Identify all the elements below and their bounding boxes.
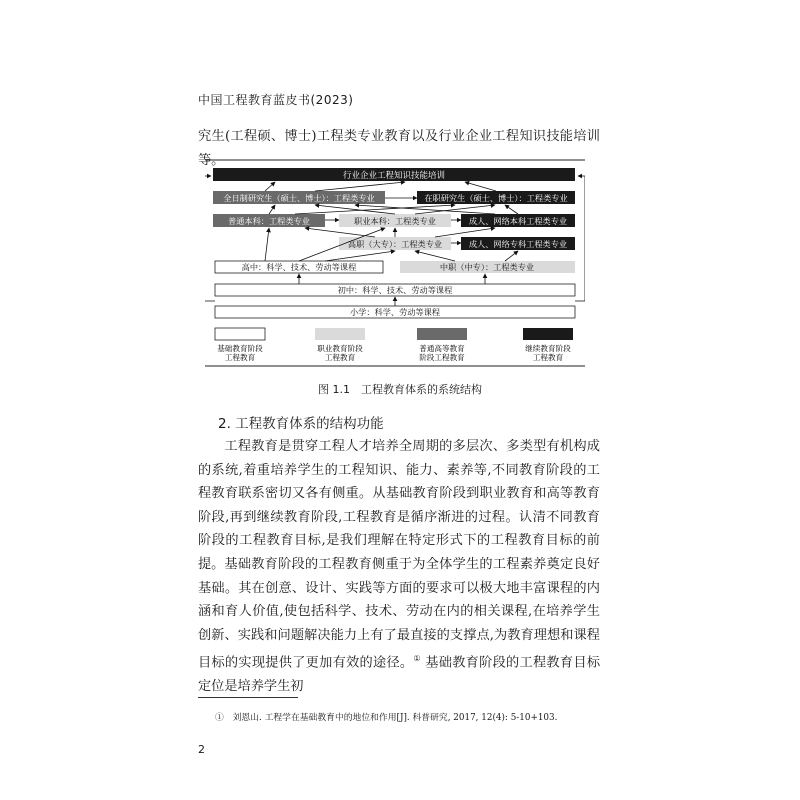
legend-higher-line2: 阶段工程教育 — [419, 353, 465, 362]
label-junior-high: 初中：科学、技术、劳动等课程 — [337, 285, 453, 295]
label-inservice-grad: 在职研究生（硕士、博士）：工程类专业 — [424, 193, 568, 203]
page-number: 2 — [198, 743, 205, 756]
legend-swatch-vocational — [315, 328, 365, 340]
legend-vocational-line1: 职业教育阶段 — [317, 344, 363, 353]
label-regular-undergrad: 普通本科：工程类专业 — [228, 216, 310, 226]
paragraph-1: 工程教育是贯穿工程人才培养全周期的多层次、多类型有机构成的系统,着重培养学生的工程知识、能力、素养等,不同教育阶段的工程教育联系密切又各有侧重。从基础教育阶段到职业教育和高等教育阶段,再到继续教育阶段,工程教育是循序渐进的过程。认清不同教育阶段的工程教育目标,是我们理解在特定形式下的工程教育目标的前提。 — [198, 439, 600, 572]
legend-higher-line1: 普通高等教育 — [419, 344, 465, 353]
legend-swatch-basic — [215, 328, 265, 340]
legend-vocational-line2: 工程教育 — [324, 353, 356, 362]
legend — [215, 328, 573, 362]
label-vocational-undergrad: 职业本科：工程类专业 — [354, 216, 436, 226]
label-higher-vocational: 高职（大专）：工程类专业 — [347, 239, 443, 249]
label-fulltime-grad: 全日制研究生（硕士、博士）：工程类专业 — [223, 193, 375, 203]
paragraph-2-body: 基础教育阶段的工程教育侧重于为全体学生的工程素养奠定良好基础。其在创意、设计、实践等方面的要求可以极大地丰富课程的内涵和育人价值,使包括科学、技术、劳动在内的相关课程,在培养学生创新、实践和问题解决能力上有了最直接的支撑点,为教育理想和课程目标的实现提供了更加有效的途径。 — [198, 557, 600, 671]
figure-caption: 图 1.1 工程教育体系的系统结构 — [318, 383, 482, 396]
footnote: ① 刘恩山. 工程学在基础教育中的地位和作用[J]. 科普研究, 2017, 12(4): 5-10+103. — [215, 713, 558, 723]
label-high-school: 高中：科学、技术、劳动等课程 — [241, 262, 357, 272]
legend-swatch-continuing — [523, 328, 573, 340]
engineering-education-system-diagram — [205, 158, 585, 368]
legend-basic-line1: 基础教育阶段 — [217, 344, 263, 353]
running-header: 中国工程教育蓝皮书(2023) — [198, 93, 354, 107]
footnote-ref[interactable]: ① — [413, 654, 421, 663]
label-primary: 小学：科学、劳动等课程 — [349, 307, 441, 317]
legend-continuing-line2: 工程教育 — [532, 353, 564, 362]
intro-line: 究生(工程硕、博士)工程类专业教育以及行业企业工程知识技能培训等。 — [198, 129, 600, 168]
paragraph-2 — [198, 553, 600, 698]
label-secondary-vocational: 中职（中专）：工程类专业 — [439, 262, 535, 272]
legend-continuing-line1: 继续教育阶段 — [525, 344, 571, 353]
label-industry-training: 行业企业工程知识技能培训 — [342, 171, 446, 181]
legend-basic-line2: 工程教育 — [224, 353, 256, 362]
label-adult-junior: 成人、网络专科工程类专业 — [468, 239, 568, 249]
label-adult-undergrad: 成人、网络本科工程类专业 — [468, 216, 568, 226]
section-heading: 2. 工程教育体系的结构功能 — [218, 416, 384, 432]
right-feedback-arrow — [575, 176, 585, 301]
legend-swatch-higher — [417, 328, 467, 340]
paragraph-2-tail: 基础教育阶段的工程教育目标定位是培养学生初 — [198, 655, 601, 694]
footnote-rule — [198, 697, 298, 698]
